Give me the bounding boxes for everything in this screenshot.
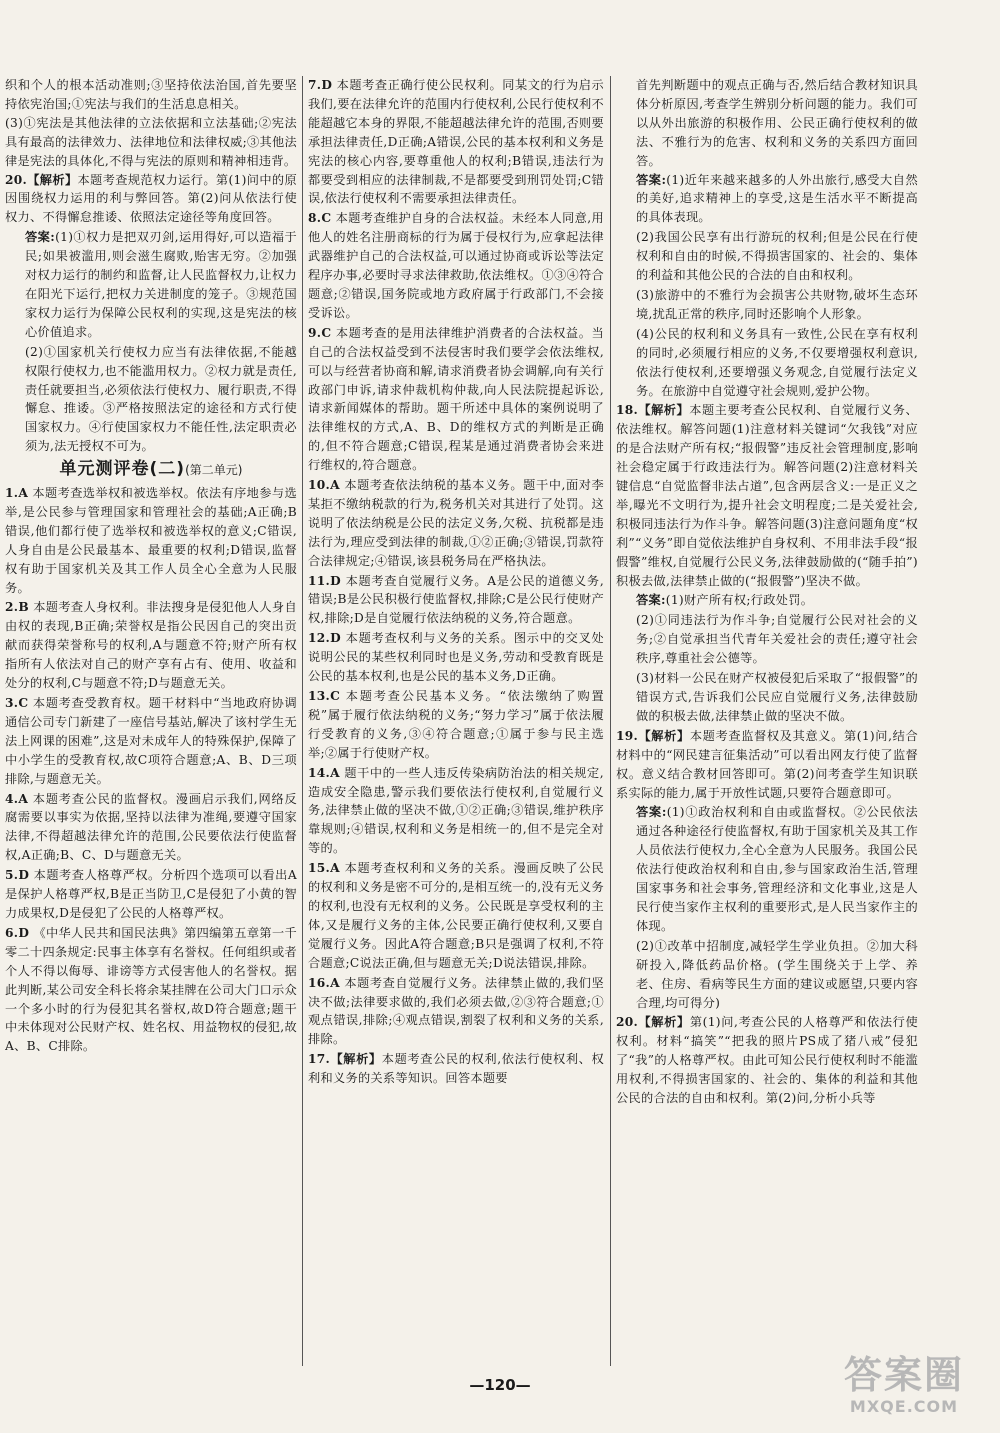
explanation: 本题考查人身权利。非法搜身是侵犯他人人身自由权的表现,B正确;荣誉权是指公民因自己的突出贡献而获得荣誉称号的权利,A与题意不符;财产所有权指所有人依法对自己的财产享有占有、使用、收益和处分的权利,C与题意不符;D与题意无关。 [5,600,297,691]
explanation: 本题考查公民基本义务。“依法缴纳了购置税”属于履行依法纳税的义务;“努力学习”属于依法履行受教育的义务,③④符合题意;①属于参与民主选举;②属于行使财产权。 [308,689,604,760]
answer-letter: D [18,868,30,883]
section-subtitle: (第二单元) [185,463,243,478]
answer-block [5,228,297,341]
answer-block [5,343,297,456]
answer-text: (2)①改革中招制度,减轻学生学业负担。②加大科研投入,降低药品价格。(学生围绕关于上学、养老、住房、看病等民生方面的建议或愿望,只要内容合理,均可得分) [636,938,918,1010]
question-number: 15. [308,861,331,876]
analysis-tag: 【解析】 [27,172,78,187]
column-middle [308,76,604,1366]
question-number: 8. [308,211,322,226]
answer-block [616,937,918,1013]
explanation: 本题考查人格尊严权。分析四个选项可以看出A是保护人格尊严权,B是正当防卫,C是侵犯了小黄的智力成果权,D是侵犯了公民的人格尊严权。 [5,868,297,920]
question-number: 16. [308,975,331,990]
answer-letter: A [18,486,29,501]
answer-block [616,286,918,324]
question-number: 4. [5,791,19,806]
answer-block [616,591,918,610]
answer-text: (1)近年来越来越多的人外出旅行,感受大自然的美好,追求精神上的享受,这是生活水平不断提高的具体表现。 [636,172,918,225]
answer-letter: C [18,696,29,710]
explanation: 题干中的一些人违反传染病防治法的相关规定,造成安全隐患,警示我们要依法行使权利,自觉履行义务,法律禁止做的坚决不做,①②正确;③错误,维护秩序靠规则;④错误,权利和义务是相统一的,但不是完全对等的。 [308,765,604,856]
explanation: 本题考查依法纳税的基本义务。题干中,面对李某拒不缴纳税款的行为,税务机关对其进行了处罚。这说明了依法纳税是公民的法定义务,欠税、抗税都是违法行为,理应受到法律的制裁,①②正确;③错误,罚款符合法律规定;④错误,该县税务局在严格执法。 [308,478,604,568]
question-number: 14. [308,765,331,780]
explanation: 本题考查自觉履行义务。法律禁止做的,我们坚决不做;法律要求做的,我们必须去做,②③符合题意;①观点错误,排除;④观点错误,割裂了权利和义务的关系,排除。 [308,975,604,1047]
answer-letter: A [18,791,29,806]
answer-text: (1)财产所有权;行政处罚。 [665,593,814,608]
watermark-logo [818,1353,990,1425]
question-number: 5. [5,868,19,883]
question-number: 13. [308,689,331,703]
question-number: 12. [308,631,331,646]
paragraph: 首先判断题中的观点正确与否,然后结合教材知识具体分析原因,考查学生辨别分析问题的能力。我们可以从外出旅游的积极作用、公民正确行使权利的做法、不雅行为的危害、权利和义务的关系四方面回答。 [636,78,918,168]
question-item [5,790,297,866]
question-number: 9. [308,325,322,340]
analysis-tag: 【解析】 [330,1052,382,1067]
watermark-url: MXQE.COM [849,1397,959,1416]
answer-block [616,325,918,401]
answer-letter: A [330,765,340,780]
watermark-text: 答案圈 [843,1353,964,1397]
explanation: 本题考查公民的监督权。漫画启示我们,网络反腐需要以事实为依据,坚持以法律为准绳,要遵守国家法律,不得超越法律允许的范围,公民要依法行使监督权,A正确;B、C、D与题意无关。 [5,791,297,863]
answer-label: 答案: [636,593,666,608]
explanation: 本题考查权利和义务的关系。漫画反映了公民的权利和义务是密不可分的,是相互统一的,没有无义务的权利,也没有无权利的义务。公民既是享受权利的主体,又是履行义务的主体,公民要正确行使权利,又要自觉履行义务。因此A符合题意;B只是强调了权利,不符合题意;C说法正确,但与题意无关;D说法错误,排除。 [308,861,604,970]
question-item [5,598,297,693]
section-title [5,460,297,480]
question-item [5,866,297,923]
question-number: 3. [5,696,19,710]
analysis-text: 本题考查公民的权利,依法行使权利、权利和义务的关系等知识。回答本题要 [308,1052,604,1086]
answer-label: 答案: [636,805,667,820]
answer-letter: D [330,631,341,646]
answer-letter: D [321,78,333,92]
question-number: 1. [5,486,19,501]
paragraph: 织和个人的根本活动准则;③坚持依法治国,首先要坚持依宪治国;①宪法与我们的生活息息相关。 [5,78,297,111]
analysis-tag: 【解析】 [638,728,690,743]
answer-text: (1)①权力是把双刃剑,运用得好,可以造福于民;如果被滥用,则会滋生腐败,贻害无穷。②加强对权力运行的制约和监督,让人民监督权力,让权力在阳光下运行,把权力关进制度的笼子。③规范国家权力运行为保障公民权利的实现,这是宪法的核心价值追求。 [25,230,297,339]
question-item [308,476,604,571]
question-number: 7. [308,78,322,92]
answer-block [616,803,918,935]
answer-text: (1)①政治权利和自由或监督权。②公民依法通过各种途径行使监督权,有助于国家机关及其工作人员依法行使权力,全心全意为人民服务。我国公民依法行使政治权利和自由,参与国家政治生活,管理国家事务和社会事务,管理经济和文化事业,这是人民行使当家作主权利的重要形式,是人民当家作主的体现。 [636,805,918,933]
question-item [308,974,604,1050]
analysis-text: 本题主要考查公民权利、自觉履行义务、依法维权。解答问题(1)注意材料关键词“欠我钱”对应的是合法财产所有权;“报假警”违反社会管理制度,影响社会稳定属于行政违法行为。解答问题(2)注意材料关键信息“自觉监督非法占道”,包含两层含义:一是正义之举,曝光不文明行为,提升社会文明程度;二是关爱社会,积极同违法行为作斗争。解答问题(3)注意问题角度“权利”“义务”即自觉依法维护自身权利、不用非法手段“报假警”维权,自觉履行公民义务,法律鼓励做的(“随手拍”)积极去做,法律禁止做的(“报假警”)坚决不做。 [616,403,918,588]
answer-text: (2)我国公民享有出行游玩的权利;但是公民在行使权利和自由的时候,不得损害国家的、社会的、集体的利益和其他公民的合法的自由和权利。 [636,230,918,283]
question-number: 20. [616,1015,639,1030]
question-item [5,484,297,597]
column-divider [610,76,611,1366]
analysis-tag: 【解析】 [638,1015,690,1030]
question-item [308,764,604,859]
question-number: 11. [308,573,331,588]
answer-letter: A [330,478,340,493]
analysis-text: 本题考查规范权力运行。第(1)问中的原因围绕权力运用的利与弊回答。第(2)问从依法行使权力、不得懈怠推诿、依照法定途径等角度回答。 [5,172,297,225]
explanation: 本题考查选举权和被选举权。依法有序地参与选举,是公民参与管理国家和管理社会的基础;A正确;B错误,他们都行使了选举权和被选举权的意义;C错误,人身自由是公民最基本、最重要的权利;D错误,监督权有助于国家机关及其工作人员全心全意为人民服务。 [5,486,297,595]
explanation: 本题考查正确行使公民权利。同某文的行为启示我们,要在法律允许的范围内行使权利,公民行使权利不能超越它本身的界限,不能超越法律允许的范围,否则要承担法律责任,D正确;A错误,公民的基本权利和义务是宪法的核心内容,要尊重他人的权利;B错误,违法行为都要受到相应的法律制裁,不是都要受到刑罚处罚;C错误,依法行使权利不需要承担法律责任。 [308,78,604,206]
answer-block [616,669,918,726]
section-title-text: 单元测评卷(二) [59,459,186,480]
answer-letter: D [18,925,30,940]
question-item [5,924,297,1056]
explanation: 本题考查的是用法律维护消费者的合法权益。当自己的合法权益受到不法侵害时我们要学会依法维权,可以与经营者协商和解,请求消费者协会调解,向有关行政部门申诉,请求仲裁机构仲裁,向人民法院提起诉讼,请求新闻媒体的帮助。题干所述中具体的案例说明了法律维权的方式,A、B、D的维权方式的判断是正确的,但不符合题意;C错误,程某是通过消费者协会来进行维权的,符合题意。 [308,325,604,473]
page-number: —120— [469,1376,531,1394]
explanation: 本题考查受教育权。题干材料中“当地政府协调通信公司专门新建了一座信号基站,解决了该村学生无法上网课的困难”,这是对未成年人的特殊保护,保障了中小学生的受教育权,故C项符合题意;A、B、D三项排除,与题意无关。 [5,696,297,786]
explanation: 《中华人民共和国民法典》第四编第五章第一千零二十四条规定:民事主体享有名誉权。任何组织或者个人不得以侮辱、诽谤等方式侵害他人的名誉权。据此判断,某公司安全科长将余某挂牌在公司大门口示众一个多小时的行为侵犯其名誉权,故D符合题意;题干中未体现对公民财产权、姓名权、用益物权的侵犯,故A、B、C排除。 [5,925,297,1054]
answer-letter: A [330,975,340,990]
answer-label: 答案: [636,172,667,187]
question-item [5,694,297,789]
answer-text: (3)材料一公民在财产权被侵犯后采取了“报假警”的错误方式,告诉我们公民应自觉履行义务,法律鼓励做的积极去做,法律禁止做的坚决不做。 [636,671,918,723]
question-20-analysis [616,1013,918,1108]
answer-block [616,611,918,668]
question-number: 17. [308,1052,331,1067]
question-item [308,629,604,686]
question-item [308,859,604,972]
question-number: 20. [5,172,28,187]
question-17-analysis [308,1050,604,1088]
answer-text: (4)公民的权利和义务具有一致性,公民在享有权利的同时,必须履行相应的义务,不仅要增强权利意识,依法行使权利,还要增强义务观念,自觉履行法定义务。在旅游中自觉遵守社会规则,爱护公物。 [636,326,918,398]
answer-letter: C [321,325,332,340]
question-18-analysis [616,401,918,590]
question-item [308,572,604,629]
column-divider [302,76,303,1366]
answer-letter: B [18,600,29,615]
question-number: 6. [5,925,19,940]
explanation: 本题考查自觉履行义务。A是公民的道德义务,错误;B是公民积极行使监督权,排除;C是公民行使财产权,排除;D是自觉履行依法纳税的义务,符合题意。 [308,573,604,626]
column-left [5,76,297,1366]
explanation: 本题考查权利与义务的关系。图示中的交叉处说明公民的某些权利同时也是义务,劳动和受教育既是公民的基本权利,也是公民的基本义务,D正确。 [308,631,604,684]
question-19-analysis [616,727,918,803]
analysis-tag: 【解析】 [638,403,690,418]
question-number: 10. [308,478,331,493]
analysis-text: 本题考查监督权及其意义。第(1)问,结合材料中的“网民建言征集活动”可以看出网友行使了监督权。意义结合教材回答即可。第(2)问考查学生知识联系实际的能力,属于开放性试题,只要符合题意即可。 [616,728,918,800]
answer-letter: C [330,689,341,703]
question-item [308,324,604,475]
question-20-analysis [5,171,297,228]
question-number: 19. [616,728,639,743]
answer-text: (3)旅游中的不雅行为会损害公共财物,破坏生态环境,扰乱正常的秩序,同时还影响个人形象。 [636,287,918,321]
answer-letter: C [321,211,332,226]
question-number: 2. [5,600,19,615]
explanation: 本题考查维护自身的合法权益。未经本人同意,用他人的姓名注册商标的行为属于侵权行为,应拿起法律武器维护自己的合法权益,可以通过协商或诉讼等法定程序办事,必要时寻求法律救助,依法维权。①③④符合题意;②错误,国务院或地方政府属于行政部门,不会接受诉讼。 [308,211,604,320]
question-item [308,76,604,208]
answer-text: (2)①国家机关行使权力应当有法律依据,不能越权限行使权力,也不能滥用权力。②权力就是责任,责任就要担当,必须依法行使权力、履行职责,不得懈怠、推诿。③严格按照法定的途径和方式行使国家权力。④行使国家权力不能任性,法定职责必须为,法无授权不可为。 [25,344,297,454]
answer-text: (2)①同违法行为作斗争;自觉履行公民对社会的义务;②自觉承担当代青年关爱社会的责任;遵守社会秩序,尊重社会公德等。 [636,613,918,666]
question-number: 18. [616,403,639,418]
question-item [308,209,604,322]
answer-letter: D [330,573,341,588]
analysis-text: 第(1)问,考查公民的人格尊严和依法行使权利。材料“搞笑”“把我的照片PS成了猪八戒”侵犯了“我”的人格尊严权。由此可知公民行使权利时不能滥用权利,不得损害国家的、社会的、集体的利益和其他公民的合法的自由和权利。第(2)问,分析小兵等 [616,1015,918,1106]
column-right [616,76,918,1366]
answer-letter: A [330,861,340,876]
paragraph: (3)①宪法是其他法律的立法依据和立法基础;②宪法具有最高的法律效力、法律地位和法律权威;③其他法律是宪法的具体化,不得与宪法的原则和精神相违背。 [5,115,297,168]
answer-block [616,171,918,228]
answer-label: 答案: [25,230,56,245]
question-item [308,687,604,763]
answer-block [616,228,918,285]
